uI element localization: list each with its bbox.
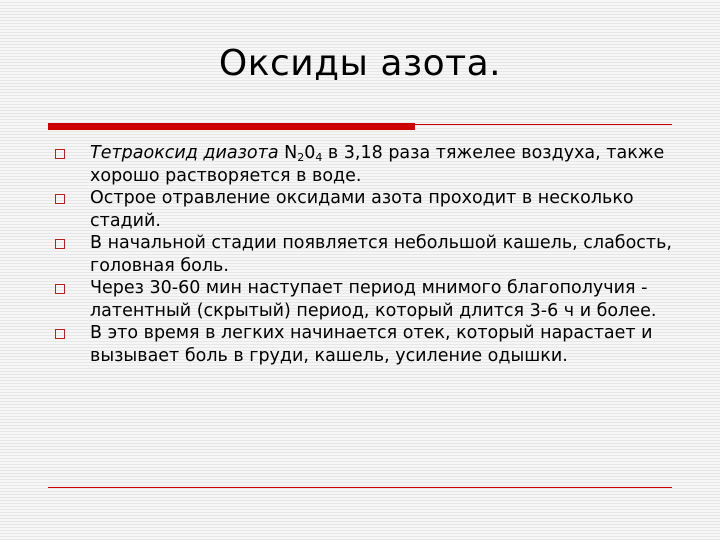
bottom-divider (48, 487, 672, 488)
chemical-formula: $N_20_4$ (284, 143, 323, 164)
title-divider-thick (48, 123, 415, 130)
hollow-square-bullet-icon (55, 149, 65, 159)
hollow-square-bullet-icon (55, 329, 65, 339)
bullet-item-5 (0, 322, 720, 367)
hollow-square-bullet-icon (55, 194, 65, 204)
bullet-list (0, 142, 720, 367)
bullet-text: В начальной стадии появляется небольшой кашель, слабость, головная боль. (90, 233, 672, 276)
bullet-text: в 3,18 раза тяжелее воздуха, также хорошо растворяется в воде. (90, 143, 665, 186)
bullet-item-2 (0, 187, 720, 232)
slide-title: Оксиды азота. (218, 43, 502, 84)
bullet-text: Острое отравление оксидами азота проходит в несколько стадий. (90, 188, 634, 231)
bullet-text: В это время в легких начинается отек, который нарастает и вызывает боль в груди, кашель, усиление одышки. (90, 323, 653, 366)
bullet-item-4 (0, 277, 720, 322)
bullet-item-1 (0, 142, 720, 187)
compound-name: Тетраоксид диазота (90, 143, 279, 163)
hollow-square-bullet-icon (55, 239, 65, 249)
bullet-text: Через 30-60 мин наступает период мнимого благополучия - латентный (скрытый) период, который длится 3-6 ч и более. (90, 278, 657, 321)
hollow-square-bullet-icon (55, 284, 65, 294)
title-divider-thin (415, 124, 672, 125)
bullet-item-3 (0, 232, 720, 277)
